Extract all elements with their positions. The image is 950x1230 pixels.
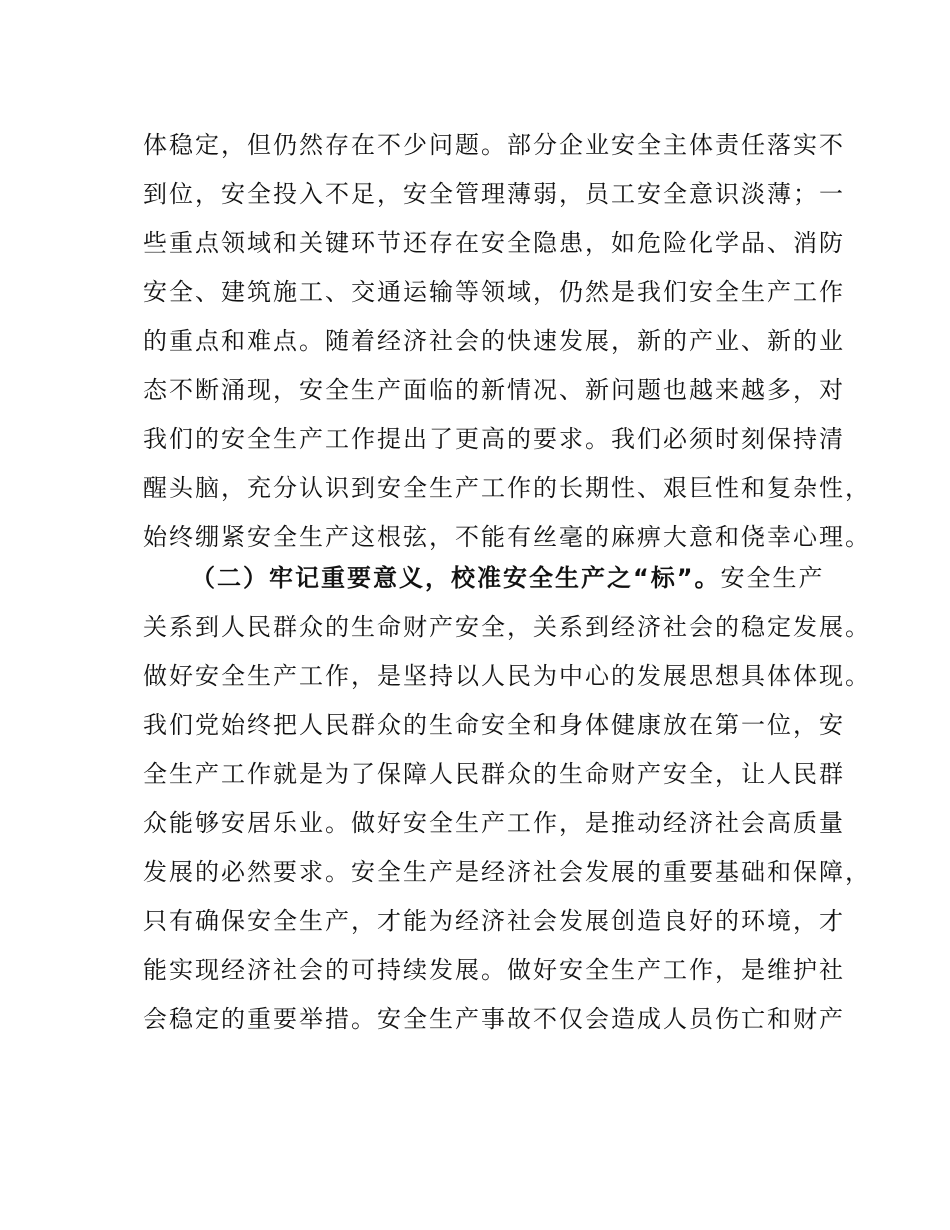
paragraph-line: 安全、建筑施工、交通运输等领域，仍然是我们安全生产工作 <box>143 278 845 306</box>
paragraph-line: 些重点领域和关键环节还存在安全隐患，如危险化学品、消防 <box>143 229 845 257</box>
paragraph-line: 醒头脑，充分认识到安全生产工作的长期性、艰巨性和复杂性， <box>143 474 871 502</box>
paragraph-line: 全生产工作就是为了保障人民群众的生命财产安全，让人民群 <box>143 760 845 788</box>
paragraph-line: 发展的必然要求。安全生产是经济社会发展的重要基础和保障， <box>143 858 871 886</box>
paragraph-line: 只有确保安全生产，才能为经济社会发展创造良好的环境，才 <box>143 907 845 935</box>
paragraph-line: 能实现经济社会的可持续发展。做好安全生产工作，是维护社 <box>143 956 845 984</box>
paragraph-line: 我们党始终把人民群众的生命安全和身体健康放在第一位，安 <box>143 711 845 739</box>
paragraph-line: 始终绷紧安全生产这根弦，不能有丝毫的麻痹大意和侥幸心理。 <box>143 523 871 551</box>
paragraph-line: 的重点和难点。随着经济社会的快速发展，新的产业、新的业 <box>143 327 845 355</box>
paragraph-first-line <box>191 553 891 603</box>
paragraph-line: 态不断涌现，安全生产面临的新情况、新问题也越来越多，对 <box>143 376 845 404</box>
paragraph-line: 会稳定的重要举措。安全生产事故不仅会造成人员伤亡和财产 <box>143 1005 845 1033</box>
paragraph-line: 我们的安全生产工作提出了更高的要求。我们必须时刻保持清 <box>143 425 845 453</box>
paragraph-line: 到位，安全投入不足，安全管理薄弱，员工安全意识淡薄；一 <box>143 180 845 208</box>
paragraph-line: 关系到人民群众的生命财产安全，关系到经济社会的稳定发展。 <box>143 613 871 641</box>
section-heading: （二）牢记重要意义，校准安全生产之“标”。 <box>191 564 721 592</box>
paragraph-line: 做好安全生产工作，是坚持以人民为中心的发展思想具体体现。 <box>143 662 871 690</box>
paragraph-line: 众能够安居乐业。做好安全生产工作，是推动经济社会高质量 <box>143 809 845 837</box>
paragraph-line: 体稳定，但仍然存在不少问题。部分企业安全主体责任落实不 <box>143 131 845 159</box>
heading-trailing-text: 安全生产 <box>720 564 825 592</box>
